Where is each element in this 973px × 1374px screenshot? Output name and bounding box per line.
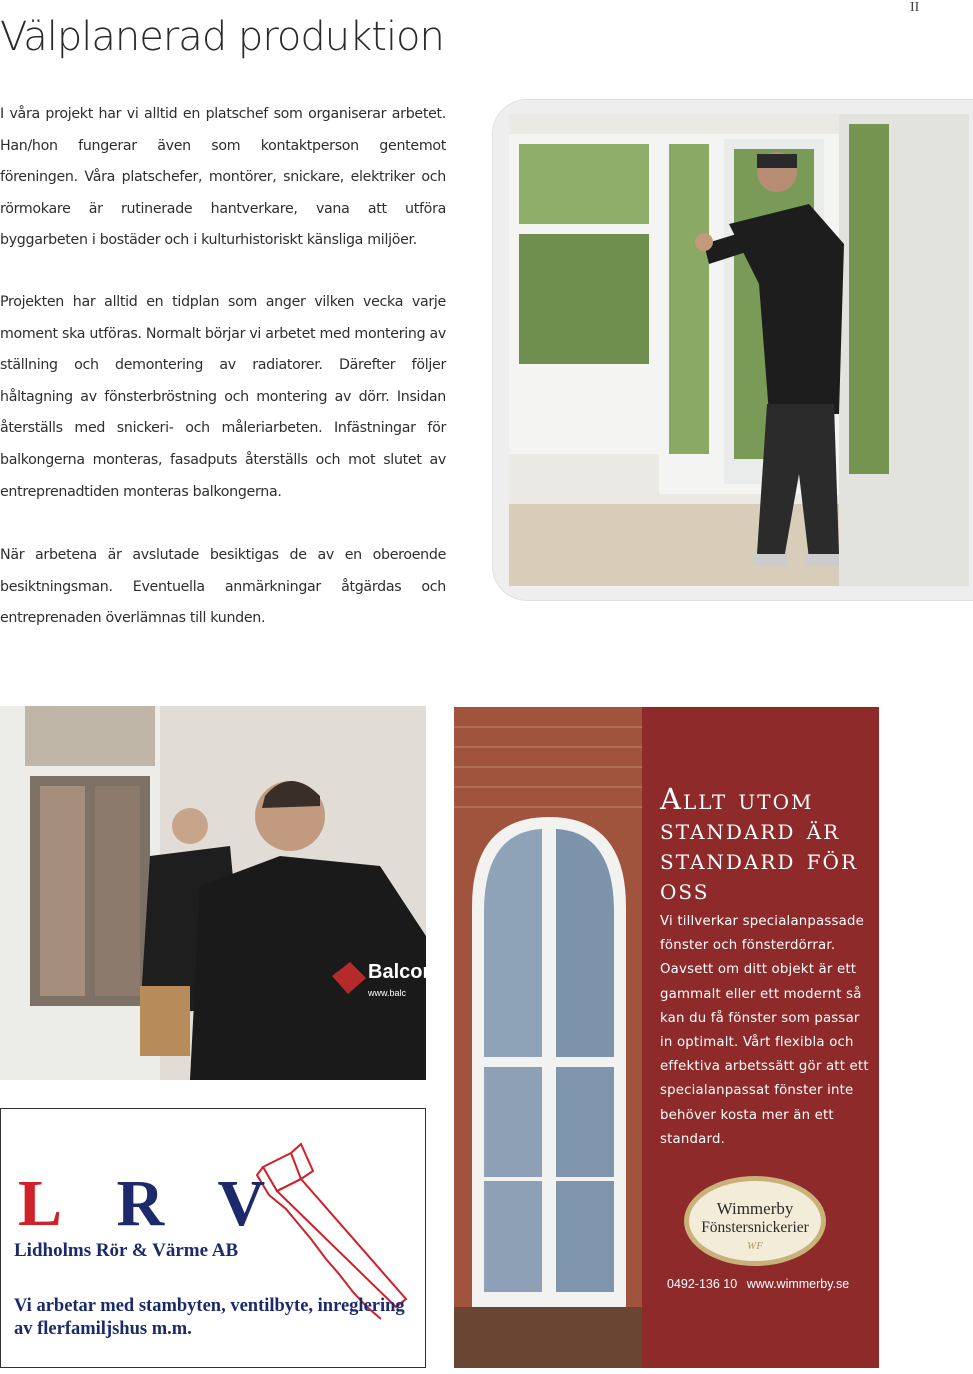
page-number: II <box>910 0 920 15</box>
wimmerby-body: Vi tillverkar specialanpassade fönster och fönsterdörrar. Oavsett om ditt objekt är ett gammalt eller ett modernt så kan du få fönster som passar in optimalt. Vårt flexibla och effektiva arbetssätt gör att ett specialanpassat fönster inte behöver kosta mer än ett standard. <box>660 914 869 1147</box>
photo-worker-installing-door <box>509 114 969 586</box>
paragraph-inspection: När arbetena är avslutade besiktigas de av en oberoende besiktningsman. Eventuella anmärkningar åtgärdas och entreprenaden överlämnas till kunden. <box>0 547 446 627</box>
jacket-url-text: www.balc <box>368 988 407 998</box>
jacket-logo-text: Balcon <box>368 961 435 983</box>
lrv-letter-r: R <box>116 1167 165 1240</box>
wimmerby-website[interactable]: www.wimmerby.se <box>746 1277 850 1291</box>
article-title: Välplanerad produktion <box>0 14 444 60</box>
photo-workers-at-windows <box>0 706 435 1080</box>
photo-arched-window <box>454 707 642 1368</box>
lrv-letter-v: V <box>217 1167 266 1240</box>
lrv-letter-l: L <box>18 1167 63 1240</box>
wimmerby-logo-badge <box>683 1175 827 1267</box>
lrv-slogan: Vi arbetar med stambyten, ventilbyte, inreglering av flerfamiljshus m.m. <box>14 1296 405 1339</box>
paragraph-schedule: Projekten har alltid en tidplan som anger vilken vecka varje moment ska utföras. Normalt börjar vi arbetet med montering av ställning och demontering av radiatorer. Därefter följer håltagning av fönsterbröstning och montering av dörr. Insidan återställs med snickeri- och måleriarbeten. Infästningar för balkongerna monteras, fasadputs återställs och mot slutet av entreprenadtiden monteras balkongerna. <box>0 294 446 500</box>
wimmerby-heading: Allt utom standard är standard för oss <box>660 782 859 906</box>
wimmerby-badge-monogram: WF <box>747 1240 763 1252</box>
wimmerby-badge-line1: Wimmerby <box>716 1199 794 1218</box>
wimmerby-contact <box>667 1277 855 1291</box>
lrv-logo <box>18 1166 303 1242</box>
paragraph-intro: I våra projekt har vi alltid en platschef som organiserar arbetet. Han/hon fungerar även som kontaktperson gentemot föreningen. Våra platschefer, montörer, snickare, elektriker och rörmokare är rutinerade hantverkare, vana att utföra byggarbeten i bostäder och i kulturhistoriskt känsliga miljöer. <box>0 106 446 249</box>
wimmerby-badge-line2: Fönstersnickerier <box>701 1219 809 1236</box>
wimmerby-phone: 0492-136 10 <box>667 1277 738 1291</box>
lrv-company-name: Lidholms Rör & Värme AB <box>14 1240 239 1261</box>
